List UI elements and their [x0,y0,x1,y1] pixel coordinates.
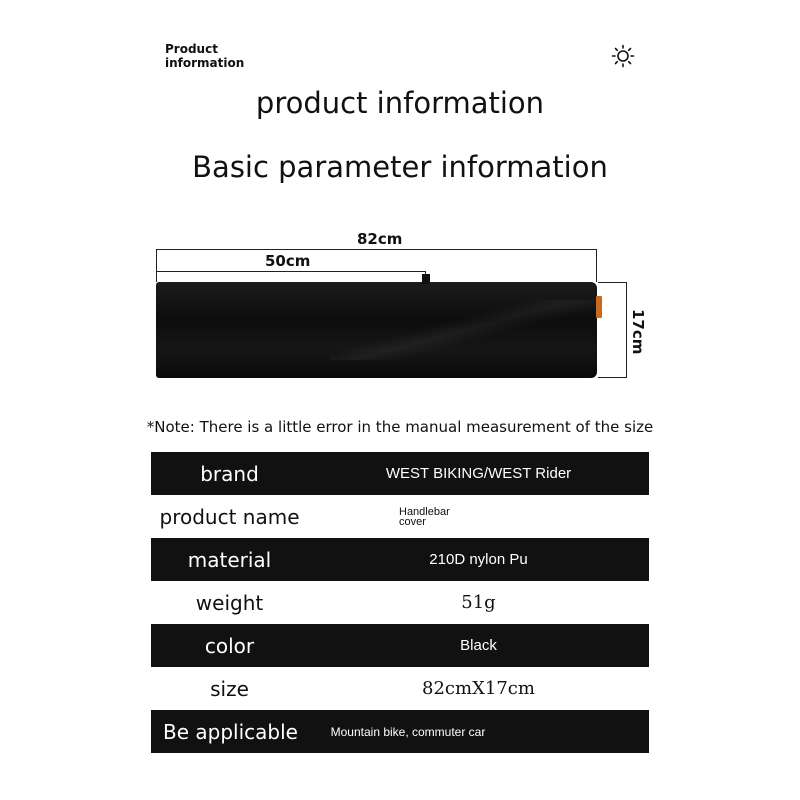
sun-icon[interactable] [611,44,635,68]
spec-value: 51g [461,592,496,613]
dimension-tick-82-left [156,249,157,282]
dimension-line-82 [156,249,597,250]
spec-label: color [204,633,255,658]
spec-value: 210D nylon Pu [429,551,528,568]
spec-row-color [151,624,649,667]
spec-label: material [187,547,272,572]
dimension-length-total: 82cm [357,230,403,248]
page-title: product information [255,86,545,120]
spec-row-product-name [151,495,649,538]
spec-row-material [151,538,649,581]
spec-value: Mountain bike, commuter car [330,724,486,739]
spec-value: Black [460,637,497,654]
spec-value: 82cmX17cm [422,678,535,699]
dimension-tick-82-right [596,249,597,282]
dimension-tick-17-bottom [598,377,627,378]
spec-row-size [151,667,649,710]
spec-table [151,452,649,753]
spec-row-weight [151,581,649,624]
bag-tag [596,296,602,318]
measurement-note: *Note: There is a little error in the manual measurement of the size [146,418,654,436]
bag-loop [422,274,430,284]
spec-label: Be applicable [163,719,298,744]
bag-fold-highlight [330,300,600,360]
dimension-line-50 [156,271,426,272]
spec-row-applicable [151,710,649,753]
spec-label: brand [200,461,259,486]
spec-label: size [210,676,249,701]
spec-label: weight [195,590,264,615]
dimension-tick-17-top [598,282,627,283]
page-subtitle: Basic parameter information [192,150,608,184]
spec-label: product name [159,504,300,529]
dimension-height: 17cm [629,309,647,355]
spec-value: Handlebar cover [399,505,450,528]
spec-row-brand [151,452,649,495]
spec-value: WEST BIKING/WEST Rider [385,465,572,482]
dimension-line-17 [626,282,627,378]
dimension-length-partial: 50cm [265,252,311,270]
corner-label: Product information [165,42,245,70]
